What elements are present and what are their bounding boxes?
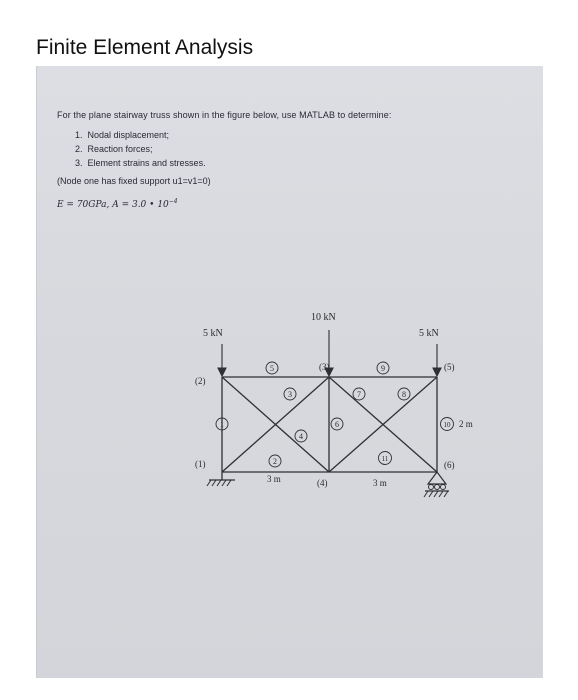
material-formula bbox=[57, 198, 527, 210]
task-number: 2. bbox=[75, 144, 83, 154]
problem-photo bbox=[36, 66, 543, 678]
truss-drawing bbox=[187, 302, 497, 512]
task-item bbox=[75, 144, 527, 154]
element-label-5: 5 bbox=[270, 364, 274, 373]
task-item bbox=[75, 130, 527, 140]
element-label-2: 2 bbox=[273, 457, 277, 466]
truss-figure bbox=[187, 302, 497, 512]
task-text: Element strains and stresses. bbox=[87, 158, 206, 168]
dimension-left: 3 m bbox=[267, 474, 281, 484]
element-label-7: 7 bbox=[357, 390, 361, 399]
dimension-height: 2 m bbox=[459, 419, 473, 429]
load-label-right: 5 kN bbox=[419, 328, 439, 339]
page-heading: Finite Element Analysis bbox=[36, 36, 254, 59]
fixed-support bbox=[207, 472, 235, 486]
ground-hatch-icon bbox=[424, 491, 448, 497]
roller-icon bbox=[441, 485, 446, 490]
task-text: Reaction forces; bbox=[87, 144, 153, 154]
arrowhead-icon bbox=[218, 368, 226, 376]
node-label-3: (3) bbox=[319, 362, 330, 372]
formula-exponent: −4 bbox=[168, 198, 178, 205]
element-label-3: 3 bbox=[288, 390, 292, 399]
element-label-8: 8 bbox=[402, 390, 406, 399]
task-item bbox=[75, 158, 527, 168]
node-label-6: (6) bbox=[444, 460, 455, 470]
task-list bbox=[57, 130, 527, 168]
element-label-4: 4 bbox=[299, 432, 303, 441]
task-number: 1. bbox=[75, 130, 83, 140]
load-label-left: 5 kN bbox=[203, 328, 223, 339]
task-text: Nodal displacement; bbox=[87, 130, 170, 140]
element-label-10: 10 bbox=[443, 421, 451, 429]
support-note: (Node one has fixed support u1=v1=0) bbox=[57, 176, 211, 186]
element-label-6: 6 bbox=[335, 420, 339, 429]
load-arrows bbox=[218, 330, 441, 376]
load-labels bbox=[203, 312, 439, 339]
formula-main: E = 70GPa, A = 3.0 • 10 bbox=[57, 200, 169, 210]
load-label-center: 10 kN bbox=[311, 312, 336, 323]
arrowhead-icon bbox=[433, 368, 441, 376]
node-label-4: (4) bbox=[317, 478, 328, 488]
task-number: 3. bbox=[75, 158, 83, 168]
node-label-5: (5) bbox=[444, 362, 455, 372]
dimension-right: 3 m bbox=[373, 478, 387, 488]
node-label-2: (2) bbox=[195, 376, 206, 386]
node-label-1: (1) bbox=[195, 459, 206, 469]
roller-icon bbox=[435, 485, 440, 490]
roller-support bbox=[424, 472, 449, 497]
roller-icon bbox=[429, 485, 434, 490]
element-label-1: 1 bbox=[220, 420, 224, 429]
element-label-11: 11 bbox=[381, 455, 389, 463]
element-labels bbox=[216, 362, 454, 467]
ground-hatch-icon bbox=[207, 480, 231, 486]
problem-intro: For the plane stairway truss shown in the figure below, use MATLAB to determine: bbox=[57, 110, 392, 120]
problem-statement bbox=[57, 110, 527, 210]
element-label-9: 9 bbox=[381, 364, 385, 373]
support-triangle-icon bbox=[428, 472, 446, 484]
